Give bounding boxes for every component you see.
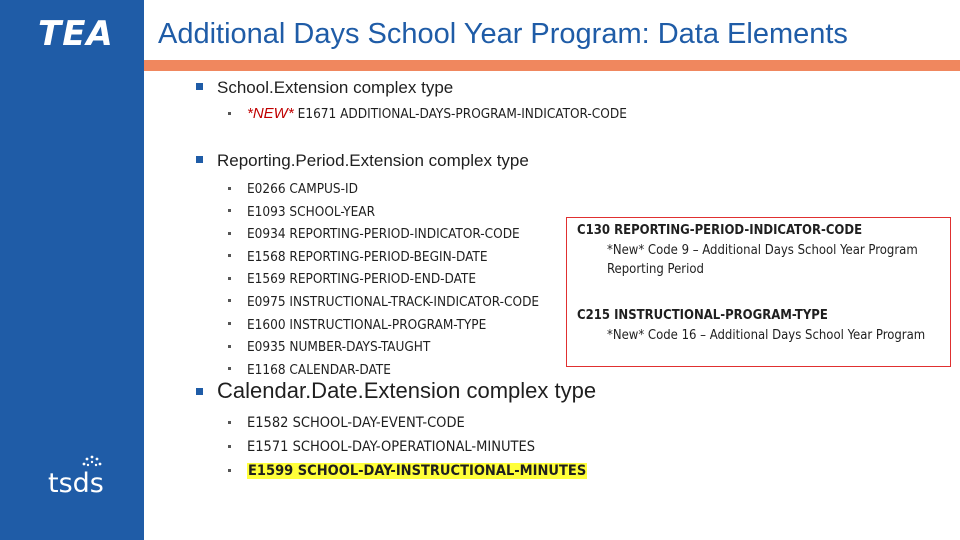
square-bullet-icon	[196, 156, 203, 163]
new-tag: *NEW*	[247, 105, 294, 122]
square-bullet-icon	[196, 388, 203, 395]
bullet-icon	[228, 112, 231, 115]
bullet-icon	[228, 299, 231, 302]
section-reporting-period-extension	[196, 151, 529, 171]
callout-body: *New* Code 16 – Additional Days School Year Program	[607, 328, 926, 343]
list-item	[228, 336, 539, 359]
list-item-text: E1582 SCHOOL-DAY-EVENT-CODE	[247, 415, 465, 431]
list-item-text: E1568 REPORTING-PERIOD-BEGIN-DATE	[247, 248, 488, 265]
square-bullet-icon	[196, 83, 203, 90]
reporting-period-element-list	[228, 178, 539, 381]
callout-heading: C215 INSTRUCTIONAL-PROGRAM-TYPE	[577, 308, 828, 323]
page-title: Additional Days School Year Program: Data Elements	[158, 18, 848, 50]
callout-heading: C130 REPORTING-PERIOD-INDICATOR-CODE	[577, 223, 863, 238]
bullet-icon	[228, 445, 231, 448]
section-school-extension	[196, 78, 453, 98]
list-item	[228, 459, 587, 483]
list-item-text: E1571 SCHOOL-DAY-OPERATIONAL-MINUTES	[247, 439, 535, 455]
code-table-callout	[566, 217, 951, 367]
section-calendar-date-extension	[196, 378, 596, 404]
section-label: School.Extension complex type	[217, 78, 454, 97]
list-item	[228, 223, 539, 246]
list-item	[228, 268, 539, 291]
list-item	[228, 178, 539, 201]
list-item	[228, 435, 587, 459]
bullet-icon	[228, 232, 231, 235]
list-item-text: E0935 NUMBER-DAYS-TAUGHT	[247, 339, 431, 356]
highlighted-item-text: E1599 SCHOOL-DAY-INSTRUCTIONAL-MINUTES	[248, 463, 587, 479]
list-item	[228, 314, 539, 337]
list-item-text: E0975 INSTRUCTIONAL-TRACK-INDICATOR-CODE	[247, 293, 540, 310]
callout-body: *New* Code 9 – Additional Days School Year Program Reporting Period	[607, 243, 918, 277]
bullet-icon	[228, 421, 231, 424]
list-item-text: E1671 ADDITIONAL-DAYS-PROGRAM-INDICATOR-CODE	[297, 106, 627, 122]
header-divider	[144, 60, 960, 71]
list-item-text: E1168 CALENDAR-DATE	[247, 361, 391, 378]
list-item	[228, 291, 539, 314]
list-item-text: E1569 REPORTING-PERIOD-END-DATE	[247, 271, 477, 288]
bullet-icon	[228, 322, 231, 325]
list-item-text: E0266 CAMPUS-ID	[247, 181, 358, 197]
tea-logo: TEA	[38, 14, 114, 54]
bullet-icon	[228, 209, 231, 212]
bullet-icon	[228, 345, 231, 348]
list-item	[228, 411, 587, 435]
bullet-icon	[228, 187, 231, 190]
calendar-date-element-list	[228, 411, 587, 483]
tsds-logo: tsds	[48, 468, 104, 499]
list-item	[228, 201, 539, 224]
sidebar	[0, 0, 144, 540]
list-item	[228, 246, 539, 269]
list-item	[228, 105, 627, 122]
bullet-icon	[228, 469, 231, 472]
section-label: Calendar.Date.Extension complex type	[217, 378, 597, 403]
bullet-icon	[228, 277, 231, 280]
bullet-icon	[228, 254, 231, 257]
list-item-text: E1600 INSTRUCTIONAL-PROGRAM-TYPE	[247, 316, 487, 333]
list-item-text: E0934 REPORTING-PERIOD-INDICATOR-CODE	[247, 226, 520, 243]
section-label: Reporting.Period.Extension complex type	[217, 151, 529, 170]
list-item-text: E1093 SCHOOL-YEAR	[247, 203, 376, 220]
bullet-icon	[228, 367, 231, 370]
